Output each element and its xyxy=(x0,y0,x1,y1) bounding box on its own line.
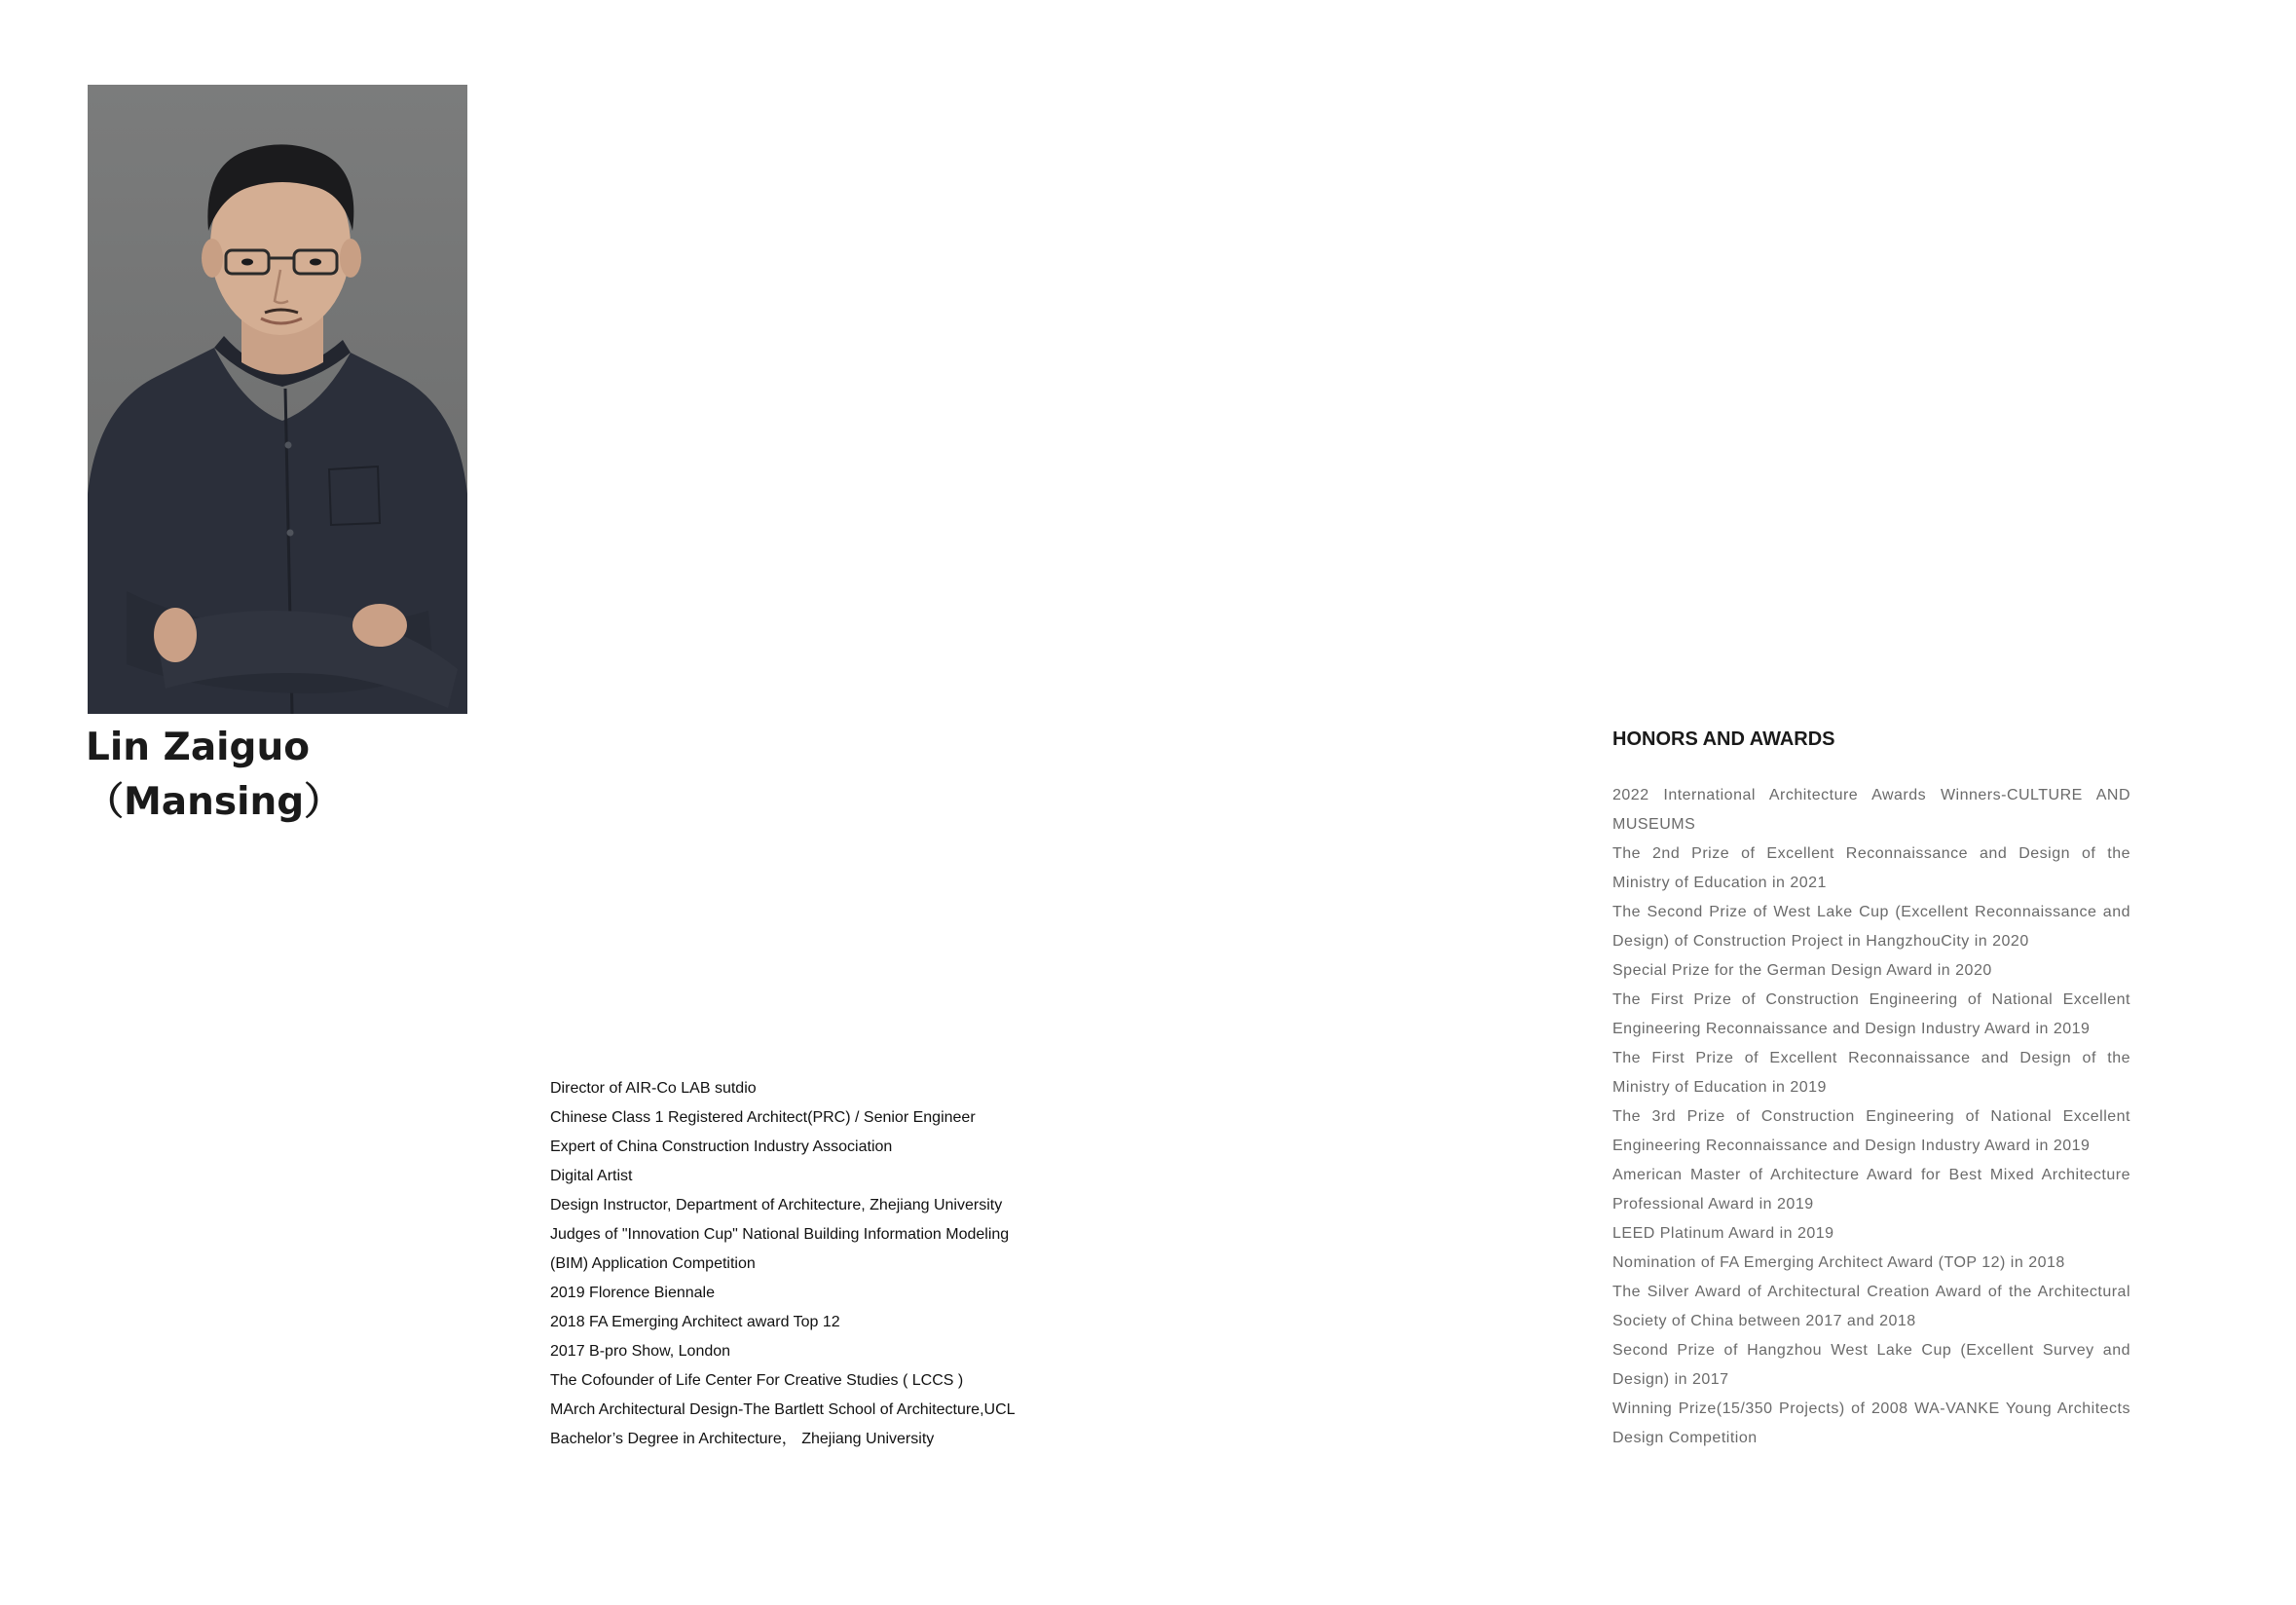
person-illustration xyxy=(88,85,467,714)
honors-heading: HONORS AND AWARDS xyxy=(1612,728,1835,750)
person-name xyxy=(86,721,342,830)
portrait-photo xyxy=(88,85,467,714)
bio-item: Bachelor’s Degree in Architecture， Zhejiang University xyxy=(550,1431,935,1447)
honor-item: Special Prize for the German Design Award in 2020 xyxy=(1612,962,1992,979)
honors-section xyxy=(1612,725,2130,1453)
honor-item: The Second Prize of West Lake Cup (Excellent Reconnaissance and Design) of Construction Project in HangzhouCity in 2020 xyxy=(1612,904,2130,950)
bio-item: The Cofounder of Life Center For Creative Studies ( LCCS ) xyxy=(550,1372,964,1389)
honor-item: The 2nd Prize of Excellent Reconnaissance and Design of the Ministry of Education in 2021 xyxy=(1612,845,2130,891)
bio-item: 2018 FA Emerging Architect award Top 12 xyxy=(550,1314,840,1330)
bio-item: Design Instructor, Department of Architecture, Zhejiang University xyxy=(550,1197,1003,1213)
honor-item: The First Prize of Construction Engineering of National Excellent Engineering Reconnaissance and Design Industry Award in 2019 xyxy=(1612,991,2130,1037)
name-primary: Lin Zaiguo xyxy=(86,726,311,769)
name-alias: （Mansing） xyxy=(86,780,343,824)
bio-item: Judges of "Innovation Cup" National Building Information Modeling xyxy=(550,1226,1010,1243)
honor-item: The First Prize of Excellent Reconnaissance and Design of the Ministry of Education in 2019 xyxy=(1612,1050,2130,1096)
honors-list xyxy=(1612,781,2130,1453)
honor-item: Second Prize of Hangzhou West Lake Cup (Excellent Survey and Design) in 2017 xyxy=(1612,1342,2130,1388)
bio-item: Digital Artist xyxy=(550,1168,633,1184)
honor-item: Nomination of FA Emerging Architect Award (TOP 12) in 2018 xyxy=(1612,1254,2065,1271)
bio-item: MArch Architectural Design-The Bartlett School of Architecture,UCL xyxy=(550,1401,1016,1418)
bio-item: Expert of China Construction Industry Association xyxy=(550,1138,893,1155)
honor-item: The Silver Award of Architectural Creation Award of the Architectural Society of China between 2017 and 2018 xyxy=(1612,1284,2130,1329)
bio-item: (BIM) Application Competition xyxy=(550,1255,756,1272)
bio-item: 2019 Florence Biennale xyxy=(550,1285,716,1301)
honor-item: Winning Prize(15/350 Projects) of 2008 WA-VANKE Young Architects Design Competition xyxy=(1612,1400,2130,1446)
bio-item: Director of AIR-Co LAB sutdio xyxy=(550,1080,757,1097)
honor-item: The 3rd Prize of Construction Engineering of National Excellent Engineering Reconnaissance and Design Industry Award in 2019 xyxy=(1612,1108,2130,1154)
bio-item: 2017 B-pro Show, London xyxy=(550,1343,731,1360)
bio-list xyxy=(550,1074,1095,1454)
honor-item: LEED Platinum Award in 2019 xyxy=(1612,1225,1834,1242)
honor-item: 2022 International Architecture Awards Winners-CULTURE AND MUSEUMS xyxy=(1612,787,2130,833)
honor-item: American Master of Architecture Award for Best Mixed Architecture Professional Award in 2019 xyxy=(1612,1167,2130,1213)
bio-item: Chinese Class 1 Registered Architect(PRC) / Senior Engineer xyxy=(550,1109,976,1126)
